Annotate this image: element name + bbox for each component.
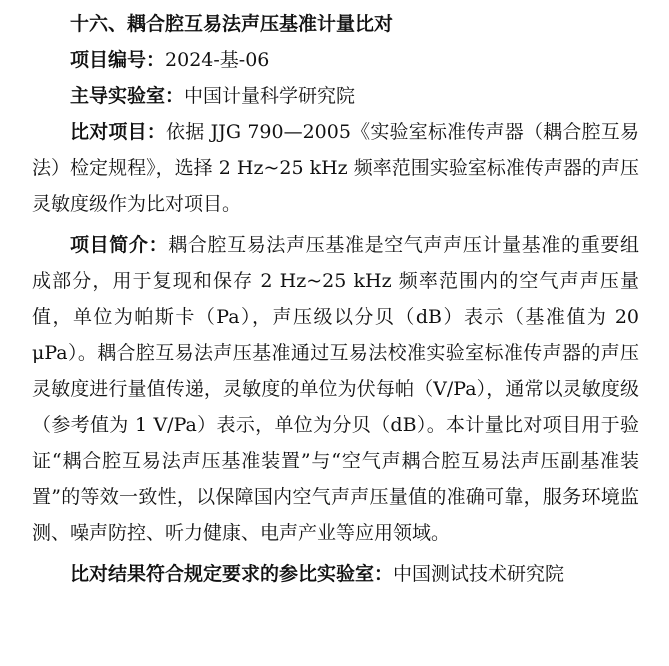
- participant-lab-label: 比对结果符合规定要求的参比实验室：: [70, 563, 394, 585]
- participant-lab-value: 中国测试技术研究院: [393, 563, 565, 585]
- lead-lab-value: 中国计量科学研究院: [184, 85, 356, 107]
- section-heading: 十六、耦合腔互易法声压基准计量比对: [70, 13, 394, 35]
- lead-lab-label: 主导实验室：: [70, 85, 185, 107]
- comparison-item-label: 比对项目：: [70, 121, 167, 143]
- summary-paragraph: [32, 227, 639, 551]
- summary-text: 耦合腔互易法声压基准是空气声声压计量基准的重要组成部分，用于复现和保存 2 Hz~25 kHz 频率范围内的空气声声压量值，单位为帕斯卡（Pa），声压级以分贝（dB）表示（基准值为 20 μPa）。耦合腔互易法声压基准通过互易法校准实验室标准传声器的声压灵敏度进行量值传递，灵敏度的单位为伏每帕（V/Pa），通常以灵敏度级（参考值为 1 V/Pa）表示，单位为分贝（dB）。本计量比对项目用于验证“耦合腔互易法声压基准装置”与“空气声耦合腔互易法声压副基准装置”的等效一致性，以保障国内空气声声压量值的准确可靠，服务环境监测、噪声防控、听力健康、电声产业等应用领域。: [32, 234, 639, 544]
- lead-lab-row: [32, 78, 639, 114]
- summary-label: 项目简介：: [70, 234, 169, 256]
- project-number-value: 2024-基-06: [165, 49, 270, 71]
- comparison-item-text: 依据 JJG 790—2005《实验室标准传声器（耦合腔互易法）检定规程》，选择 2 Hz~25 kHz 频率范围实验室标准传声器的声压灵敏度级作为比对项目。: [32, 121, 639, 215]
- participant-lab-row: [32, 556, 639, 592]
- comparison-item-paragraph: [32, 114, 639, 222]
- project-number-label: 项目编号：: [70, 49, 166, 71]
- project-number-row: [32, 42, 639, 78]
